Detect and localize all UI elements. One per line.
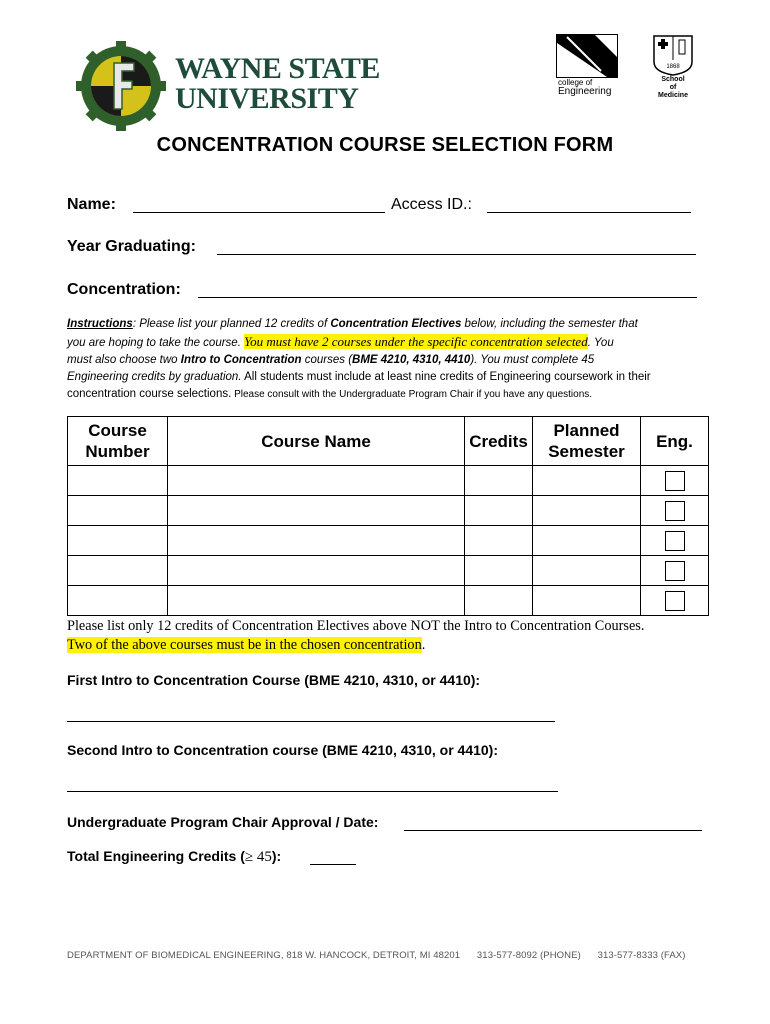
- eng-cell: [641, 496, 709, 526]
- header-credits: Credits: [465, 417, 533, 466]
- course-name-cell[interactable]: [168, 586, 465, 616]
- instr-part: . You: [587, 337, 614, 349]
- eng-cell: [641, 526, 709, 556]
- wsu-wordmark: [175, 54, 380, 114]
- instructions-text: [67, 316, 707, 403]
- total-credits-threshold: ≥ 45: [244, 849, 272, 865]
- note-line-1: Please list only 12 credits of Concentration Electives above NOT the Intro to Concentration Courses.: [67, 618, 645, 634]
- semester-cell[interactable]: [533, 586, 641, 616]
- table-note: [67, 617, 644, 655]
- credits-cell[interactable]: [465, 466, 533, 496]
- wsu-line-1: WAYNE STATE: [175, 52, 380, 85]
- college-of-engineering-logo: [556, 34, 618, 100]
- total-credits-field[interactable]: [310, 864, 356, 865]
- eng-checkbox[interactable]: [665, 471, 685, 491]
- eng-cell: [641, 466, 709, 496]
- form-title: CONCENTRATION COURSE SELECTION FORM: [156, 134, 614, 156]
- header-eng: Eng.: [641, 417, 709, 466]
- instructions-lead: Instructions: [67, 318, 133, 330]
- table-row: [68, 466, 709, 496]
- name-label: Name:: [67, 196, 116, 213]
- access-id-field[interactable]: [487, 212, 691, 213]
- second-intro-label: Second Intro to Concentration course (BME 4210, 4310, or 4410):: [67, 742, 498, 758]
- instr-part: you are hoping to take the course.: [67, 337, 241, 349]
- table-row: [68, 496, 709, 526]
- semester-cell[interactable]: [533, 526, 641, 556]
- table-row: [68, 586, 709, 616]
- school-of-medicine-logo: [652, 34, 694, 104]
- instr-part: ). You must complete 45: [470, 354, 595, 366]
- credits-cell[interactable]: [465, 496, 533, 526]
- course-number-cell[interactable]: [68, 526, 168, 556]
- coe-emblem: [556, 34, 618, 78]
- second-intro-field[interactable]: [67, 791, 558, 792]
- instr-part: below, including the semester that: [461, 318, 638, 330]
- som-line-2: of: [669, 84, 677, 91]
- note-line-2-end: .: [421, 637, 426, 653]
- instr-part: must also choose two: [67, 354, 181, 366]
- access-id-label: Access ID.:: [391, 196, 472, 213]
- coe-line-2: Engineering: [558, 86, 612, 97]
- semester-cell[interactable]: [533, 556, 641, 586]
- total-credits-label: [67, 848, 281, 866]
- instr-bold-bme: BME 4210, 4310, 4410: [352, 354, 471, 366]
- header-course-number: Course Number: [68, 417, 168, 466]
- semester-cell[interactable]: [533, 466, 641, 496]
- header-course-name: Course Name: [168, 417, 465, 466]
- name-field[interactable]: [133, 212, 385, 213]
- concentration-label: Concentration:: [67, 281, 181, 298]
- table-row: [68, 556, 709, 586]
- year-graduating-field[interactable]: [217, 254, 696, 255]
- footer-fax: 313-577-8333 (FAX): [597, 950, 686, 961]
- first-intro-field[interactable]: [67, 721, 555, 722]
- footer-address: DEPARTMENT OF BIOMEDICAL ENGINEERING, 818 W. HANCOCK, DETROIT, MI 48201: [67, 950, 461, 961]
- instr-part: courses (: [301, 354, 353, 366]
- year-graduating-label: Year Graduating:: [67, 238, 196, 255]
- credits-cell[interactable]: [465, 586, 533, 616]
- som-year: 1868: [666, 64, 680, 70]
- concentration-field[interactable]: [198, 297, 697, 298]
- total-credits-text: Total Engineering Credits (: [67, 848, 245, 864]
- note-line-2: Two of the above courses must be in the chosen concentration: [67, 637, 422, 653]
- course-name-cell[interactable]: [168, 526, 465, 556]
- semester-cell[interactable]: [533, 496, 641, 526]
- footer: [67, 950, 685, 961]
- first-intro-label: First Intro to Concentration Course (BME 4210, 4310, or 4410):: [67, 672, 481, 688]
- course-number-cell[interactable]: [68, 586, 168, 616]
- table-row: [68, 526, 709, 556]
- instr-part: Engineering credits by graduation.: [67, 371, 242, 383]
- header-planned-semester: Planned Semester: [533, 417, 641, 466]
- approval-field[interactable]: [404, 830, 702, 831]
- coe-line-1: college of: [558, 78, 593, 87]
- credits-cell[interactable]: [465, 556, 533, 586]
- instr-bold-intro: Intro to Concentration: [180, 354, 302, 366]
- wsu-gear-logo: [76, 41, 166, 131]
- instr-part: All students must include at least nine credits of Engineering coursework in their concentration course selections.: [67, 371, 651, 400]
- approval-label: Undergraduate Program Chair Approval / Date:: [67, 814, 379, 830]
- course-number-cell[interactable]: [68, 556, 168, 586]
- som-line-3: Medicine: [658, 92, 688, 99]
- course-table: [67, 416, 709, 616]
- course-number-cell[interactable]: [68, 496, 168, 526]
- footer-phone: 313-577-8092 (PHONE): [476, 950, 581, 961]
- table-header-row: [68, 417, 709, 466]
- credits-cell[interactable]: [465, 526, 533, 556]
- eng-checkbox[interactable]: [665, 591, 685, 611]
- instr-consult: Please consult with the Undergraduate Program Chair if you have any questions.: [231, 389, 593, 400]
- wsu-line-2: UNIVERSITY: [175, 82, 359, 115]
- eng-checkbox[interactable]: [665, 501, 685, 521]
- total-credits-close: ):: [271, 848, 282, 864]
- instr-bold-electives: Concentration Electives: [330, 318, 462, 330]
- instr-part: : Please list your planned 12 credits of: [132, 318, 331, 330]
- eng-checkbox[interactable]: [665, 531, 685, 551]
- instr-highlight: You must have 2 courses under the specific concentration selected: [244, 334, 588, 349]
- course-name-cell[interactable]: [168, 556, 465, 586]
- eng-checkbox[interactable]: [665, 561, 685, 581]
- som-line-1: School: [661, 76, 685, 83]
- course-number-cell[interactable]: [68, 466, 168, 496]
- course-name-cell[interactable]: [168, 466, 465, 496]
- eng-cell: [641, 556, 709, 586]
- course-name-cell[interactable]: [168, 496, 465, 526]
- eng-cell: [641, 586, 709, 616]
